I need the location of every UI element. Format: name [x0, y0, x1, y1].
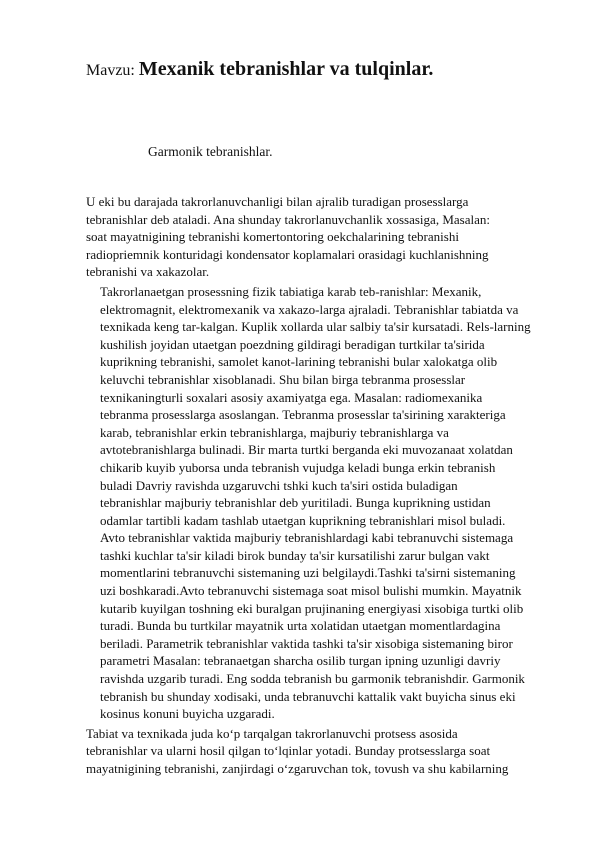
paragraph-line: uzi boshkaradi.Avto tebranuvchi sistemaga soat misol bulishi mumkin. Mayatnik [100, 583, 522, 599]
paragraph-line: kutarib kuyilgan toshning eki buralgan prujinaning energiyasi xisobiga turtki olib [100, 600, 524, 616]
paragraph-line: odamlar tartibli kadam tashlab utaetgan kuprikning tebranishlari misol buladi. [100, 512, 506, 528]
paragraph-line: buladi Davriy ravishda uzgaruvchi tshki kuch ta'siri ostida buladigan [100, 477, 458, 493]
paragraph [86, 283, 546, 723]
paragraph-line: tebranish bu shunday xodisaki, unda tebranuvchi kattalik vakt buyicha sinus eki [100, 688, 516, 704]
paragraph-line: Tabiat va texnikada juda ko‘p tarqalgan takrorlanuvchi protsess asosida [86, 725, 458, 741]
paragraph-line: kosinus konuni buyicha uzgaradi. [100, 706, 275, 722]
paragraph-line: kushilish joyidan utaetgan poezdning gildiragi beradigan turtkilar ta'sirida [100, 336, 485, 352]
paragraph-line: Avto tebranishlar vaktida majburiy tebranishlardagi kabi tebranuvchi sistemaga [100, 530, 514, 546]
topic-label: Mavzu: [86, 62, 135, 79]
paragraph-line: kuprikning tebranishi, samolet kanot-larining tebranishi bular xalokatga olib [100, 354, 498, 370]
paragraph-line: tebranma prosesslarga asoslangan. Tebranma prosesslar ta'sirining xarakteriga [100, 407, 506, 423]
paragraph-line: Takrorlanaetgan prosessning fizik tabiatiga karab teb-ranishlar: Mexanik, [100, 283, 482, 299]
paragraph-line: texnikada keng tar-kalgan. Kuplik xollarda ular salbiy ta'sir kursatadi. Rels-larning [100, 319, 531, 335]
section-subtitle: Garmonik tebranishlar. [148, 144, 273, 159]
paragraph-line: avtotebranishlarga bulinadi. Bir marta turtki berganda eki muvozanaat xolatdan [100, 442, 513, 458]
paragraph-line: ravishda uzgarib turadi. Eng sodda tebranish bu garmonik tebranishdir. Garmonik [100, 671, 525, 687]
paragraph [86, 725, 546, 778]
document-body [86, 193, 546, 778]
paragraph-line: elektromagnit, elektromexanik va xakazo-larga ajraladi. Tebranishlar tabiatda va [100, 301, 519, 317]
paragraph-line: U eki bu darajada takrorlanuvchanligi bilan ajralib turadigan prosesslarga [86, 194, 469, 209]
paragraph-line: keluvchi tebranishlar xisoblanadi. Shu bilan birga tebranma prosesslar [100, 371, 466, 387]
paragraph-line: tebranishi va xakazolar. [86, 264, 210, 280]
paragraph-line: texnikaningturli soxalari asosiy axamiyatga ega. Masalan: radiomexanika [100, 389, 483, 405]
paragraph-line: momentlarini tebranuvchi sistemaning uzi belgilaydi.Tashki ta'sirni sistemaning [100, 565, 516, 581]
topic-title: Mexanik tebranishlar va tulqinlar. [138, 58, 434, 80]
paragraph-line: tebranishlar deb ataladi. Ana shunday takrorlanuvchanlik xossasiga, Masalan: [86, 211, 490, 227]
paragraph-line: karab, tebranishlar erkin tebranishlarga, majburiy tebranishlarga va [100, 424, 449, 440]
paragraph-line: parametri Masalan: tebranaetgan sharcha osilib turgan ipning uzunligi davriy [100, 653, 501, 669]
paragraph-line: tebranishlar va ularni hosil qilgan to‘lqinlar yotadi. Bunday protsesslarga soat [86, 743, 491, 759]
paragraph-line: tebranishlar majburiy tebranishlar deb yuritiladi. Bunga kuprikning ustidan [100, 495, 491, 511]
paragraph [86, 193, 546, 281]
paragraph-line: turadi. Bunda bu turtkilar mayatnik urta xolatidan utaetgan momentlardagina [100, 618, 501, 634]
paragraph-line: mayatnigining tebranishi, zanjirdagi o‘zgaruvchan tok, tovush va shu kabilarning [86, 761, 509, 776]
paragraph-line: beriladi. Parametrik tebranishlar vaktida tashki ta'sir xisobiga sistemaning biror [100, 635, 513, 651]
paragraph-line: chikarib kuyib yuborsa unda tebranish vujudga keladi bunga erkin tebranish [100, 459, 496, 475]
topic-heading [86, 58, 433, 81]
paragraph-line: soat mayatnigining tebranishi komertontoring oekchalarining tebranishi [86, 229, 459, 245]
paragraph-line: radiopriemnik konturidagi kondensator koplamalari orasidagi kuchlanishning [86, 246, 489, 262]
paragraph-line: tashki kuchlar ta'sir kiladi birok bunday ta'sir kursatilishi zarur bulgan vakt [100, 547, 490, 563]
